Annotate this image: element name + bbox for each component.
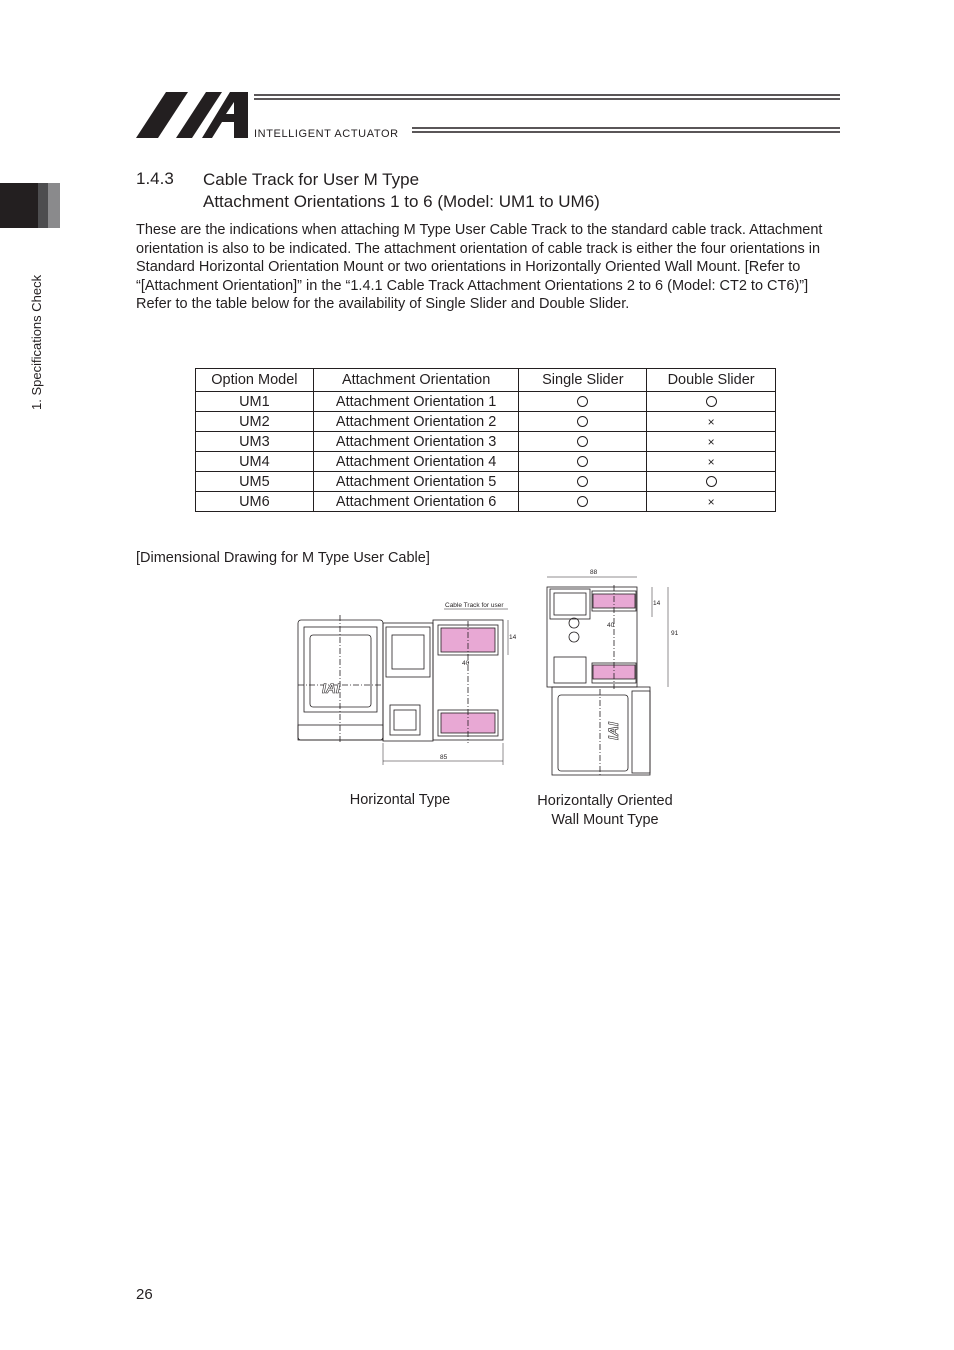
label-wall-mount-type [520,792,690,830]
header-single-slider: Single Slider [519,369,647,392]
horizontal-type-drawing [298,609,508,765]
circle-icon [577,456,588,467]
chapter-tab [0,183,60,228]
cell-model: UM4 [196,452,314,472]
label-horizontal-type: Horizontal Type [349,792,451,808]
cross-icon: × [707,414,715,429]
paragraph-1: These are the indications when attaching M Type User Cable Track to the standard cable track. Attachment orientation is also to be indicated. The attachment orientation of cable track is either the four orientations in Standard Horizontal Orientation Mount or two orientations in Horizontally Oriented Wall Mount. [Refer to “[Attachment Orientation]” in the “1.4.1 Cable Track Attachment Orientations 2 to 6 (Model: CT2 to CT6)”] [136,222,823,294]
cell-single [519,432,647,452]
section-title-line2: Attachment Orientations 1 to 6 (Model: UM1 to UM6) [203,192,600,211]
header-double-slider: Double Slider [647,369,776,392]
dim-right-height-total: 91 [671,630,679,637]
circle-icon [577,476,588,487]
circle-icon [706,476,717,487]
dim-right-width: 88 [590,569,598,576]
cell-single [519,472,647,492]
cell-orientation: Attachment Orientation 6 [313,492,519,512]
cell-model: UM2 [196,412,314,432]
label-wall-mount-line2: Wall Mount Type [551,812,659,828]
dim-left-inner: 40 [462,660,470,667]
iai-mark-right: IAI [605,722,621,740]
cell-model: UM3 [196,432,314,452]
cell-double [647,392,776,412]
chapter-tab-graphic [0,183,60,228]
cell-single [519,492,647,512]
cell-single [519,412,647,432]
drawing-caption: [Dimensional Drawing for M Type User Cable] [136,550,430,566]
page-number: 26 [136,1286,153,1303]
header-option-model: Option Model [196,369,314,392]
iai-logo-mark [136,92,840,142]
circle-icon [706,396,717,407]
table-row [196,452,776,472]
chapter-label: 1. Specifications Check [29,274,44,410]
cross-icon: × [707,434,715,449]
cross-icon: × [707,454,715,469]
cell-double [647,492,776,512]
circle-icon [577,416,588,427]
section-title-line1: Cable Track for User M Type [203,170,420,189]
cell-orientation: Attachment Orientation 5 [313,472,519,492]
cell-orientation: Attachment Orientation 3 [313,432,519,452]
table-row [196,392,776,412]
callout-cable-track: Cable Track for user [445,602,504,609]
cell-orientation: Attachment Orientation 4 [313,452,519,472]
table-row [196,472,776,492]
dim-left-width: 85 [440,754,448,761]
circle-icon [577,396,588,407]
cross-icon: × [707,494,715,509]
paragraph-2: Refer to the table below for the availability of Single Slider and Double Slider. [136,296,630,313]
cell-model: UM5 [196,472,314,492]
cell-model: UM6 [196,492,314,512]
cell-single [519,452,647,472]
iai-mark-left: IAI [322,680,340,696]
dimensional-drawing [280,565,700,780]
table-row [196,432,776,452]
table-row [196,412,776,432]
cell-double [647,472,776,492]
dim-right-height: 14 [653,600,661,607]
drawing-svg [280,565,700,780]
iai-logo [136,92,840,142]
cell-double [647,452,776,472]
option-table [195,368,776,512]
cell-double [647,412,776,432]
header-attachment-orientation: Attachment Orientation [313,369,519,392]
cell-orientation: Attachment Orientation 1 [313,392,519,412]
section-title [203,169,600,213]
table-row [196,492,776,512]
circle-icon [577,496,588,507]
cell-single [519,392,647,412]
table-header-row [196,369,776,392]
section-number: 1.4.3 [136,169,174,188]
cell-orientation: Attachment Orientation 2 [313,412,519,432]
circle-icon [577,436,588,447]
dim-left-height: 14 [509,634,517,641]
cell-model: UM1 [196,392,314,412]
body-text [136,221,826,314]
label-wall-mount-line1: Horizontally Oriented [537,793,673,809]
cell-double [647,432,776,452]
wall-mount-drawing [547,577,668,777]
logo-text: INTELLIGENT ACTUATOR [254,128,399,140]
dim-right-inner: 40 [607,622,615,629]
